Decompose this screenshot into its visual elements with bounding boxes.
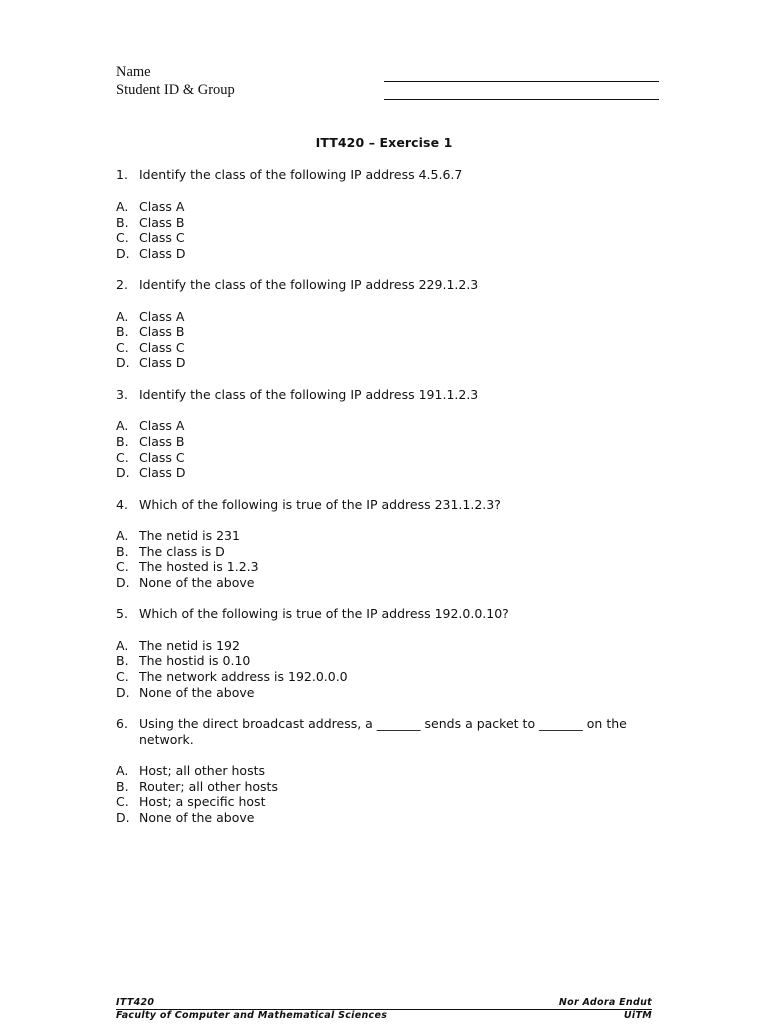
option-letter: C. (116, 669, 129, 684)
option-text: Host; all other hosts (139, 763, 265, 779)
option-text: Class C (139, 339, 185, 355)
question-text: Identify the class of the following IP address 191.1.2.3 (139, 387, 479, 402)
option-text: Class D (139, 355, 186, 371)
option-letter: D. (116, 574, 130, 590)
option-letter: C. (116, 230, 129, 246)
option-letter: C. (116, 339, 129, 355)
footer-university: UiTM (623, 1010, 652, 1021)
option-text: Class A (139, 418, 185, 434)
footer-author: Nor Adora Endut (558, 997, 652, 1008)
name-label: Name (116, 64, 151, 80)
option-letter: B. (116, 214, 129, 230)
question-text: Using the direct broadcast address, a _______ sends a packet to _______ on the network. (139, 716, 627, 747)
option-letter: B. (116, 543, 129, 559)
option-text: The netid is 231 (139, 528, 240, 543)
option-text: Class C (139, 230, 185, 246)
question-number: 2. (116, 277, 128, 292)
option-letter: C. (116, 449, 129, 465)
option-text: Class A (139, 308, 185, 324)
question-text: Which of the following is true of the IP address 231.1.2.3? (139, 496, 501, 512)
option-letter: A. (116, 763, 129, 779)
question-number: 5. (116, 606, 128, 622)
question-number: 3. (116, 387, 128, 402)
question-text: Identify the class of the following IP address 229.1.2.3 (139, 277, 479, 292)
option-letter: A. (116, 418, 129, 434)
question-6 (116, 716, 656, 748)
option-text: The class is D (139, 543, 225, 559)
option-letter: B. (116, 434, 129, 449)
option-letter: A. (116, 528, 129, 543)
option-text: Class A (139, 199, 185, 214)
name-blank-line (384, 81, 659, 82)
option-text: Class B (139, 324, 185, 340)
option-letter: A. (116, 308, 129, 324)
question-number: 1. (116, 167, 128, 182)
option-letter: B. (116, 653, 129, 669)
option-letter: B. (116, 778, 129, 794)
option-letter: C. (116, 794, 129, 810)
option-text: The network address is 192.0.0.0 (139, 669, 348, 684)
option-text: Host; a specific host (139, 794, 266, 810)
option-letter: A. (116, 637, 129, 653)
option-text: Class B (139, 434, 185, 449)
student-id-group-label: Student ID & Group (116, 82, 235, 98)
footer-faculty: Faculty of Computer and Mathematical Sciences (116, 1010, 388, 1021)
question-text: Which of the following is true of the IP address 192.0.0.10? (139, 606, 509, 622)
option-text: Class D (139, 245, 186, 261)
option-text: None of the above (139, 810, 255, 825)
option-letter: D. (116, 684, 130, 700)
option-letter: D. (116, 355, 130, 371)
option-text: Class D (139, 465, 186, 481)
footer-course-code: ITT420 (116, 997, 155, 1008)
option-text: None of the above (139, 684, 255, 700)
option-text: None of the above (139, 574, 255, 590)
option-text: The hostid is 0.10 (139, 653, 251, 669)
option-text: The hosted is 1.2.3 (139, 559, 259, 575)
question-text: Identify the class of the following IP address 4.5.6.7 (139, 167, 463, 182)
page-title: ITT420 – Exercise 1 (315, 135, 453, 150)
option-text: Class C (139, 449, 185, 465)
option-text: Class B (139, 214, 185, 230)
option-letter: D. (116, 465, 130, 481)
option-letter: D. (116, 810, 130, 825)
option-letter: A. (116, 199, 129, 214)
option-text: The netid is 192 (139, 637, 240, 653)
question-number: 6. (116, 716, 128, 732)
student-id-blank-line (384, 99, 659, 100)
option-letter: D. (116, 245, 130, 261)
option-text: Router; all other hosts (139, 778, 278, 794)
question-number: 4. (116, 496, 128, 512)
option-letter: B. (116, 324, 129, 340)
option-letter: C. (116, 559, 129, 575)
